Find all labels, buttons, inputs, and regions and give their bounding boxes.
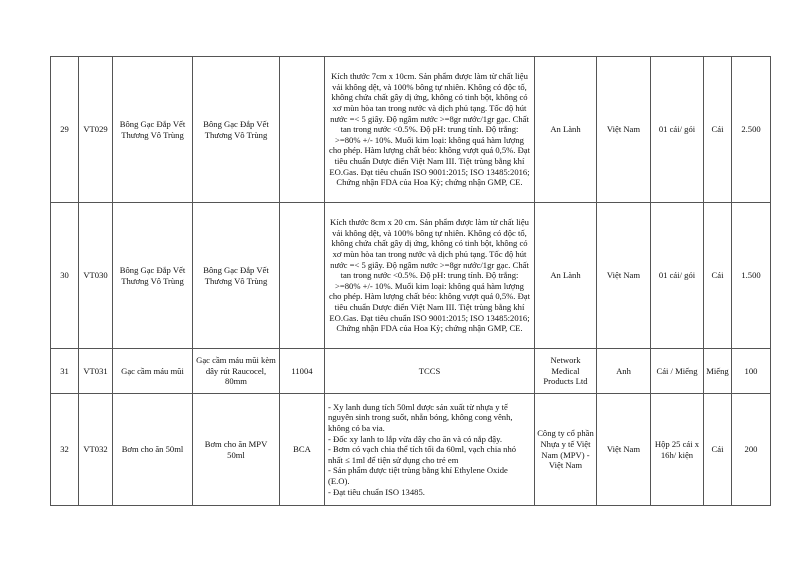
- technical-spec: TCCS: [325, 349, 535, 394]
- unit: Cái: [704, 394, 732, 506]
- item-code: VT030: [79, 203, 113, 349]
- table-row: [51, 203, 771, 349]
- table-row: [51, 394, 771, 506]
- item-code: VT031: [79, 349, 113, 394]
- model-code: [280, 203, 325, 349]
- manufacturer: Network Medical Products Ltd: [535, 349, 597, 394]
- table-row: [51, 57, 771, 203]
- technical-spec: Kích thước 7cm x 10cm. Sản phẩm được làm từ chất liệu vải không dệt, và 100% bông tự nhiên. Không có độc tố, không chứa chất gây dị ứng, không có tinh bột, không có xơ mùn hòa tan trong nước và dịch phủ tạng. Tốc độ hút nước =< 5 giây. Độ ngâm nước >=8gr nước/1gr gạc. Chất tan trong nước <0.5%. Độ pH: trung tính. Độ trắng: >=80% +/- 10%. Muối kim loại: không quá hàm lượng cho phép. Hàm lượng chất béo: không vượt quá 0,5%. Đạt tiêu chuẩn Dược điển Việt Nam III. Tiệt trùng bằng khí EO.Gas. Đạt tiêu chuẩn ISO 9001:2015; ISO 13485:2016; Chứng nhận FDA của Hoa Kỳ; chứng nhận GMP, CE.: [325, 57, 535, 203]
- model-code: 11004: [280, 349, 325, 394]
- country: Việt Nam: [597, 57, 651, 203]
- quantity: 1.500: [732, 203, 771, 349]
- item-name: Bơm cho ăn 50ml: [113, 394, 193, 506]
- trade-name: Bông Gạc Đắp Vết Thương Vô Trùng: [193, 203, 280, 349]
- manufacturer: An Lành: [535, 57, 597, 203]
- unit: Cái: [704, 203, 732, 349]
- quantity: 2.500: [732, 57, 771, 203]
- packing: Cái / Miếng: [651, 349, 704, 394]
- trade-name: Bơm cho ăn MPV 50ml: [193, 394, 280, 506]
- quantity: 100: [732, 349, 771, 394]
- technical-spec: Kích thước 8cm x 20 cm. Sản phẩm được làm từ chất liệu vải không dệt, và 100% bông tự nhiên. Không có độc tố, không chứa chất gây dị ứng, không có tinh bột, không có xơ mùn hòa tan trong nước và dịch phủ tạng. Tốc độ hút nước =< 5 giây. Độ ngâm nước >=8gr nước/1gr gạc. Chất tan trong nước <0.5%. Độ pH: trung tính. Độ trắng: >=80% +/- 10%. Muối kim loại: không quá hàm lượng cho phép. Hàm lượng chất béo: không vượt quá 0,5%. Đạt tiêu chuẩn Dược điển Việt Nam III. Tiệt trùng bằng khí EO.Gas. Đạt tiêu chuẩn ISO 9001:2015; ISO 13485:2016; Chứng nhận FDA của Hoa Kỳ; chứng nhận GMP, CE.: [325, 203, 535, 349]
- packing: 01 cái/ gói: [651, 57, 704, 203]
- row-number: 29: [51, 57, 79, 203]
- unit: Miếng: [704, 349, 732, 394]
- trade-name: Bông Gạc Đắp Vết Thương Vô Trùng: [193, 57, 280, 203]
- technical-spec: [325, 394, 535, 506]
- spec-line: - Bơm có vạch chia thể tích tối đa 60ml, vạch chia nhỏ nhất ≤ 1ml để tiện sử dụng cho trẻ em: [328, 444, 517, 465]
- country: Việt Nam: [597, 394, 651, 506]
- country: Việt Nam: [597, 203, 651, 349]
- packing: Hộp 25 cái x 16h/ kiện: [651, 394, 704, 506]
- spec-line: - Xy lanh dung tích 50ml được sản xuất từ nhựa y tế nguyên sinh trong suốt, nhẵn bóng, không cong vênh, không có ba via.: [328, 401, 513, 434]
- country: Anh: [597, 349, 651, 394]
- table-row: [51, 349, 771, 394]
- row-number: 31: [51, 349, 79, 394]
- product-table: [50, 56, 771, 506]
- row-number: 30: [51, 203, 79, 349]
- row-number: 32: [51, 394, 79, 506]
- item-name: Bông Gạc Đắp Vết Thương Vô Trùng: [113, 57, 193, 203]
- item-code: VT029: [79, 57, 113, 203]
- item-name: Bông Gạc Đắp Vết Thương Vô Trùng: [113, 203, 193, 349]
- spec-line: - Đạt tiêu chuẩn ISO 13485.: [328, 486, 425, 497]
- item-name: Gạc cầm máu mũi: [113, 349, 193, 394]
- model-code: BCA: [280, 394, 325, 506]
- item-code: VT032: [79, 394, 113, 506]
- spec-line: - Sản phẩm được tiệt trùng bằng khí Ethylene Oxide (E.O).: [328, 465, 508, 486]
- packing: 01 cái/ gói: [651, 203, 704, 349]
- spec-line: - Đốc xy lanh to lắp vừa dây cho ăn và có nắp đậy.: [328, 433, 503, 444]
- manufacturer: An Lành: [535, 203, 597, 349]
- trade-name: Gạc cầm máu mũi kèm dây rút Raucocel, 80mm: [193, 349, 280, 394]
- quantity: 200: [732, 394, 771, 506]
- model-code: [280, 57, 325, 203]
- manufacturer: Công ty cổ phần Nhựa y tế Việt Nam (MPV) - Việt Nam: [535, 394, 597, 506]
- unit: Cái: [704, 57, 732, 203]
